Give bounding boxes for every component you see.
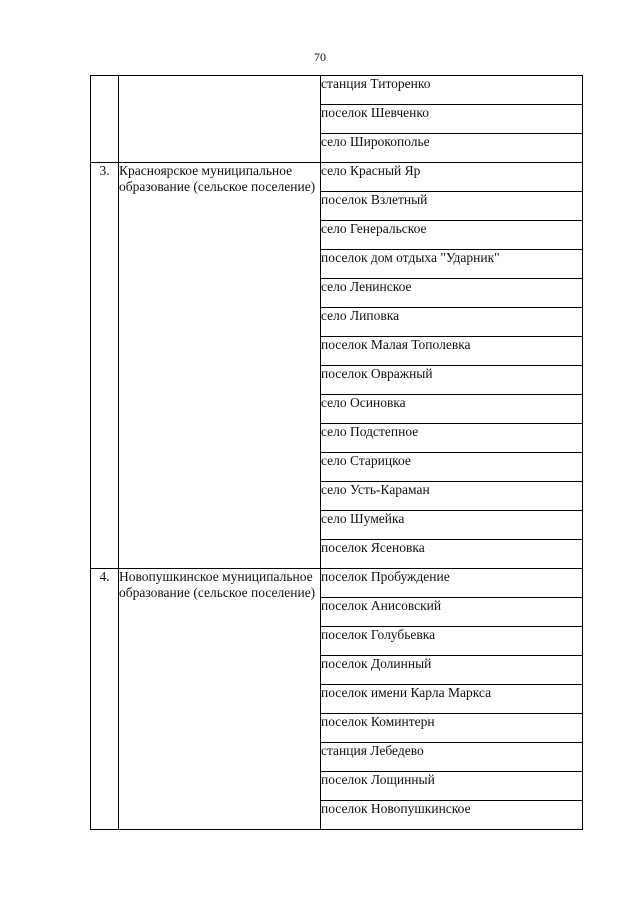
settlement-name: село Генеральское <box>321 221 583 250</box>
settlement-name: село Липовка <box>321 308 583 337</box>
table-row <box>91 163 583 192</box>
municipality-name: Красноярское муниципальное образование (сельское поселение) <box>119 163 316 194</box>
settlement-name: поселок Пробуждение <box>321 569 583 598</box>
settlement-name: село Усть-Караман <box>321 482 583 511</box>
settlement-name: село Шумейка <box>321 511 583 540</box>
settlement-name: поселок дом отдыха "Ударник" <box>321 250 583 279</box>
settlement-name: поселок Коминтерн <box>321 714 583 743</box>
settlement-name: село Подстепное <box>321 424 583 453</box>
settlement-name: поселок Новопушкинское <box>321 801 583 830</box>
settlements-table <box>90 75 583 830</box>
table-row <box>91 76 583 105</box>
municipality-cell <box>119 76 321 163</box>
settlement-name: поселок Взлетный <box>321 192 583 221</box>
municipality-name: Новопушкинское муниципальное образование (сельское поселение) <box>119 569 316 600</box>
settlement-name: станция Титоренко <box>321 76 583 105</box>
settlement-name: поселок Шевченко <box>321 105 583 134</box>
municipality-cell <box>119 163 321 569</box>
row-number-cell <box>91 163 119 569</box>
settlement-name: станция Лебедево <box>321 743 583 772</box>
settlement-name: поселок Ясеновка <box>321 540 583 569</box>
municipality-cell <box>119 569 321 830</box>
settlement-name: село Красный Яр <box>321 163 583 192</box>
settlement-name: поселок Анисовский <box>321 598 583 627</box>
settlement-name: село Осиновка <box>321 395 583 424</box>
row-number: 3. <box>99 163 110 178</box>
page-number: 70 <box>314 50 326 64</box>
row-number-cell <box>91 76 119 163</box>
row-number-cell <box>91 569 119 830</box>
row-number: 4. <box>99 569 110 584</box>
table-body <box>91 76 583 830</box>
settlement-name: село Широкополье <box>321 134 583 163</box>
settlement-name: село Ленинское <box>321 279 583 308</box>
settlement-name: поселок Малая Тополевка <box>321 337 583 366</box>
settlement-name: поселок Лощинный <box>321 772 583 801</box>
settlement-name: село Старицкое <box>321 453 583 482</box>
settlement-name: поселок Голубьевка <box>321 627 583 656</box>
settlement-name: поселок Долинный <box>321 656 583 685</box>
table-row <box>91 569 583 598</box>
settlement-name: поселок Овражный <box>321 366 583 395</box>
settlement-name: поселок имени Карла Маркса <box>321 685 583 714</box>
